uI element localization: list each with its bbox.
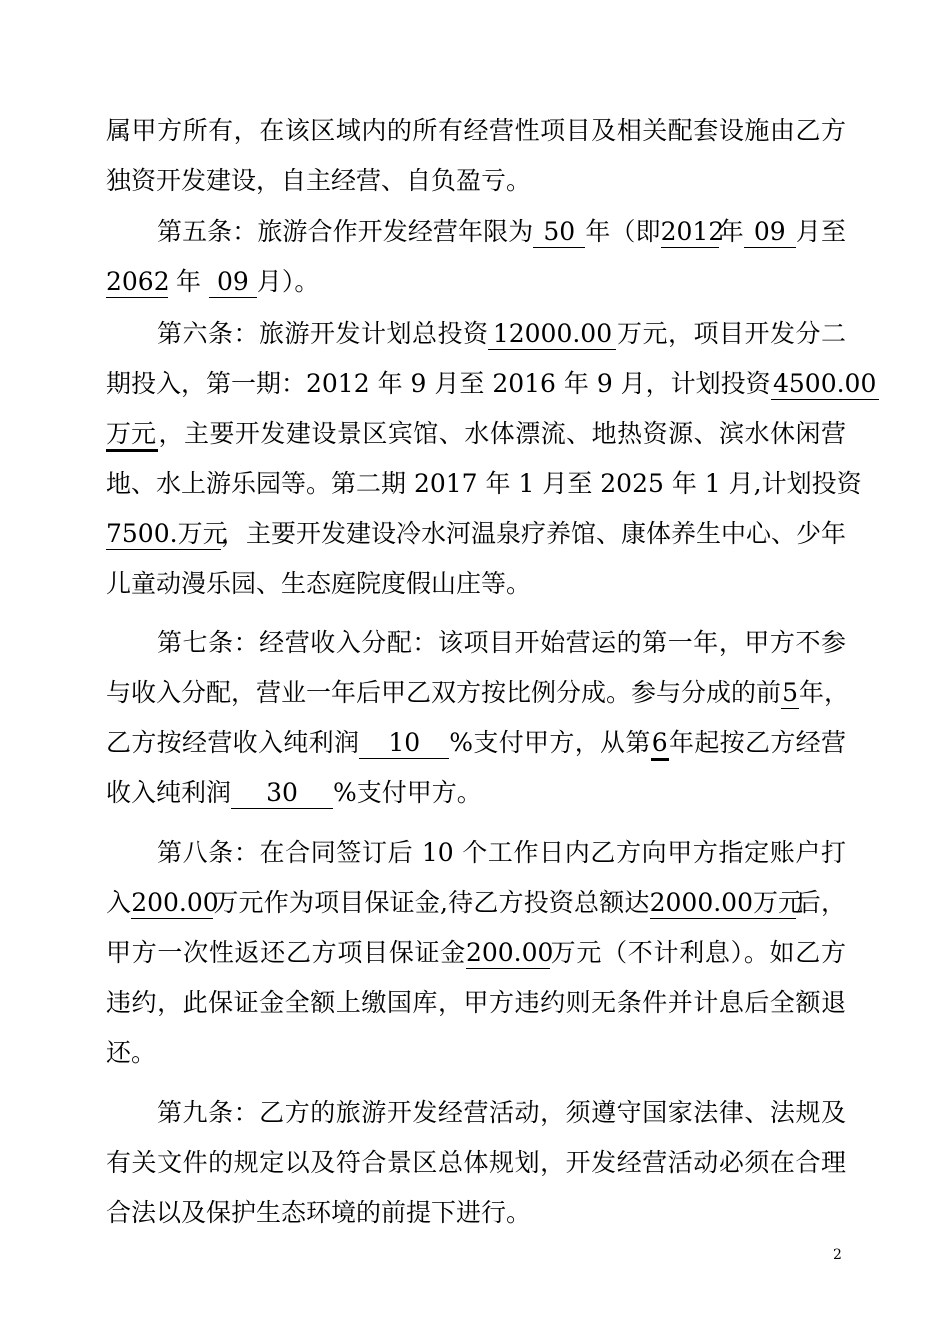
article-8-line-4: 违约，此保证金全额上缴国库，甲方违约则无条件并计息后全额退 xyxy=(106,988,846,1017)
article-8-line-3 xyxy=(106,936,846,970)
phase-2-investment-field: 7500.万元 xyxy=(106,519,228,548)
article-6-line-3 xyxy=(106,417,846,452)
phase-1-investment-field: 4500.00 xyxy=(771,369,879,400)
article-6-line-5 xyxy=(106,517,846,551)
article-7-text: 年起按乙方经营 xyxy=(668,728,846,757)
article-7-line-4 xyxy=(106,776,846,810)
article-8-text: 后， xyxy=(795,888,846,917)
end-year-field: 2062 xyxy=(106,267,170,296)
term-years-field: 50 xyxy=(533,217,585,248)
article-8-line-2 xyxy=(106,886,846,920)
article-5-text: 年 xyxy=(718,217,744,246)
article-5-line-1 xyxy=(157,215,846,249)
article-6-text: 万元，项目开发分二 xyxy=(616,319,846,348)
article-7-text: %支付甲方，从第 xyxy=(449,728,651,757)
article-8-text: 甲方一次性返还乙方项目保证金 xyxy=(106,938,466,967)
article-5-text: 年 xyxy=(175,267,201,296)
total-investment-field: 12000.00 xyxy=(488,319,616,350)
article-9-line-2: 有关文件的规定以及符合景区总体规划，开发经营活动必须在合理 xyxy=(106,1148,846,1177)
article-8-text: 万元（不计利息）。如乙方 xyxy=(549,938,846,967)
article-6-line-6: 儿童动漫乐园、生态庭院度假山庄等。 xyxy=(106,569,532,598)
article-7-text: 收入纯利润 xyxy=(106,778,232,807)
profit-share-1-field: 10 xyxy=(359,728,449,759)
article-7-text: %支付甲方。 xyxy=(333,778,482,807)
article-6-line-2 xyxy=(106,367,877,401)
phase-1-unit: 万元 xyxy=(106,419,158,452)
article-9-line-1: 第九条：乙方的旅游开发经营活动，须遵守国家法律、法规及 xyxy=(157,1098,846,1127)
article-8-line-1: 第八条：在合同签订后 10 个工作日内乙方向甲方指定账户打 xyxy=(157,838,846,867)
investment-threshold-field: 2000.00万元 xyxy=(649,888,803,917)
article-6-text: 第六条：旅游开发计划总投资 xyxy=(157,319,489,348)
article-5-text: 年（即 xyxy=(585,217,661,246)
article-6-line-1 xyxy=(157,317,846,351)
article-7-line-3 xyxy=(106,726,846,761)
article-7-line-2 xyxy=(106,676,850,710)
article-5-text: 第五条：旅游合作开发经营年限为 xyxy=(157,217,534,246)
deposit-field: 200.00 xyxy=(131,888,219,917)
article-6-line-4: 地、水上游乐园等。第二期 2017 年 1 月至 2025 年 1 月,计划投资 xyxy=(106,469,862,498)
end-month-field: 09 xyxy=(209,267,257,298)
refund-field: 200.00 xyxy=(465,938,554,967)
profit-share-2-field: 30 xyxy=(231,778,333,809)
article-7-text: 与收入分配，营业一年后甲乙双方按比例分成。参与分成的前 xyxy=(106,678,782,707)
article-9-line-3: 合法以及保护生态环境的前提下进行。 xyxy=(106,1198,532,1227)
article-8-line-5: 还。 xyxy=(106,1038,157,1067)
article-5-text: 月至 xyxy=(795,217,846,246)
first-years-field: 5 xyxy=(782,678,798,707)
start-year-field: 2012 xyxy=(660,217,725,246)
article-7-text: 年， xyxy=(799,678,850,707)
start-month-field: 09 xyxy=(744,217,796,248)
page-number: 2 xyxy=(833,1247,842,1263)
paragraph-line: 属甲方所有，在该区域内的所有经营性项目及相关配套设施由乙方 xyxy=(106,116,846,145)
article-6-text: ，主要开发建设景区宾馆、水体漂流、地热资源、滨水休闲营 xyxy=(158,419,846,448)
article-8-text: 入 xyxy=(106,888,132,917)
article-6-text: 期投入，第一期：2012 年 9 月至 2016 年 9 月，计划投资 xyxy=(106,369,771,398)
article-5-line-2 xyxy=(106,265,846,299)
article-7-text: 乙方按经营收入纯利润 xyxy=(106,728,360,757)
from-year-field: 6 xyxy=(651,728,669,761)
article-8-text: 万元作为项目保证金,待乙方投资总额达 xyxy=(213,888,650,917)
article-6-text: ，主要开发建设冷水河温泉疗养馆、康体养生中心、少年 xyxy=(221,519,847,548)
paragraph-line: 独资开发建设，自主经营、自负盈亏。 xyxy=(106,166,532,195)
article-5-text: 月）。 xyxy=(256,267,320,296)
article-7-line-1: 第七条：经营收入分配：该项目开始营运的第一年，甲方不参 xyxy=(157,628,846,657)
